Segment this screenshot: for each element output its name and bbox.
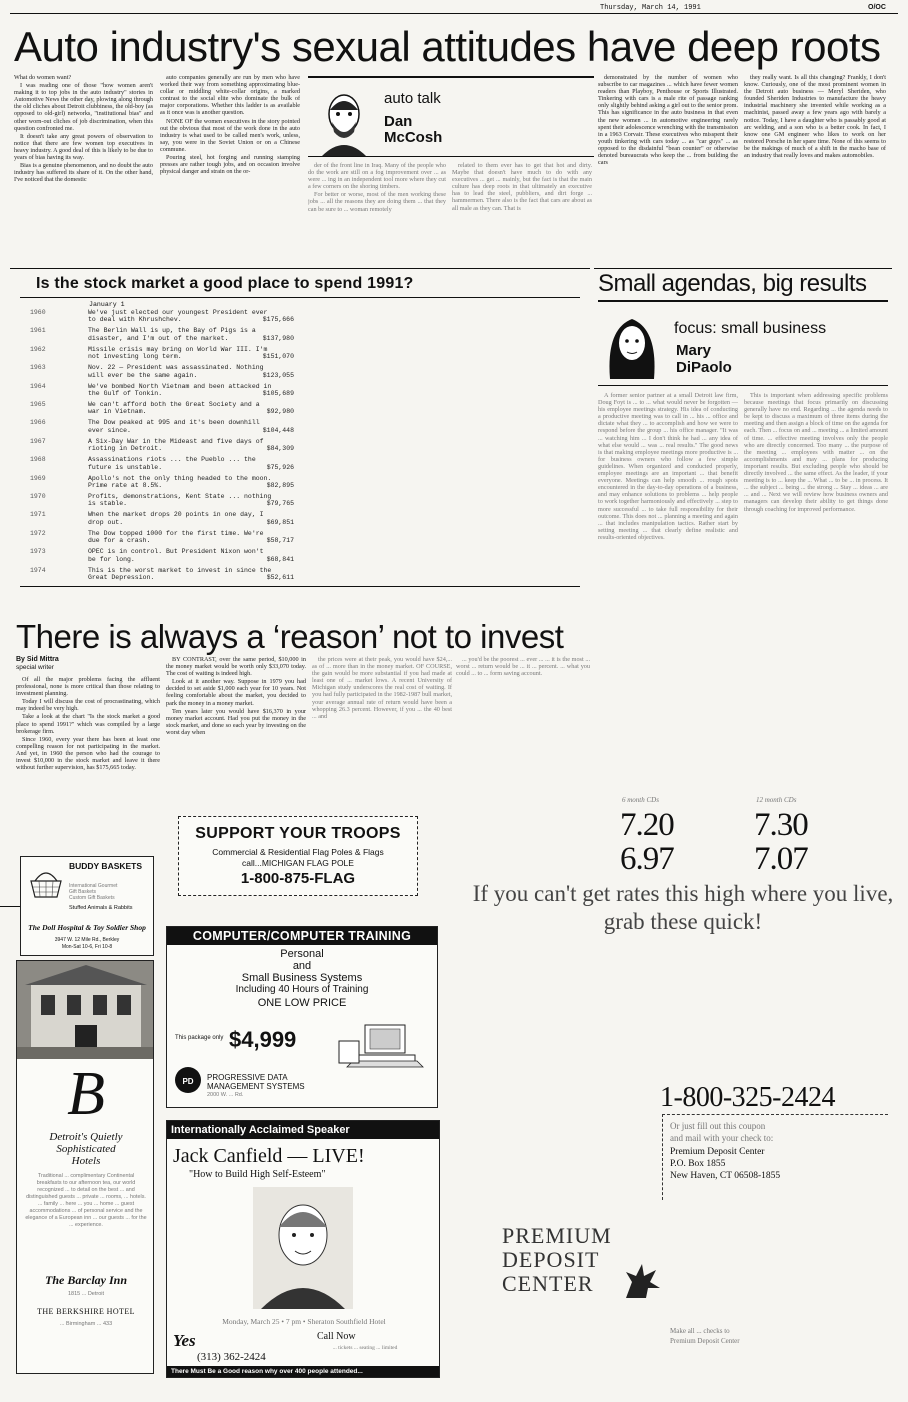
stock-row [20, 401, 580, 421]
computer-line-5: ONE LOW PRICE [257, 997, 347, 1009]
computer-address: 2000 W. ... Rd. [207, 1092, 244, 1098]
rate-12mo-top: 7.30 [754, 807, 808, 843]
stock-row-value: $137,980 [262, 334, 294, 342]
stock-row-text: A Six-Day War in the Mideast and five days of rioting in Detroit. [88, 437, 264, 453]
small-agendas-headline: Small agendas, big results [598, 270, 867, 297]
stock-row-text: Assassinations riots ... the Pueblo ... the future is unstable. [88, 456, 256, 471]
computer-training-ad[interactable] [166, 926, 438, 1108]
small-business-author: Mary DiPaolo [676, 342, 732, 376]
stock-row-value: $75,926 [266, 463, 294, 471]
stock-row-year: 1971 [30, 511, 46, 519]
rates-tagline: If you can't get rates this high where you live, grab these quick! [472, 881, 894, 934]
buddy-line: International Gourmet [69, 883, 118, 889]
auto-col-6: they really want. Is all this changing? Frankly, I don't know. Curiously, one of the most prominent women in the Detroit auto business — Meryl Sheriden, who founded Sheriden Industries to manufacture the heavy industrial machinery she invented while working as a machinist, passed away a few years ago with barely a notice. Today, I have a daughter who is passably good at arc welding, and a son who is a better cook. In fact, I know one GM engineer who likes to work on her restored Porsche in her spare time. None of this seems to be the makings of much of a shift in the macho base of an industry that really loves and makes automobiles. [744, 74, 886, 160]
stock-row [20, 383, 580, 403]
stock-row [20, 327, 580, 347]
auto-col-3: der of the front line in Iraq. Many of the people who do the work are still on a fog improvement over ... as were ... ing in an independent tool more where they cut a few corners on the shoring timbers. For better or worse, most of the men working these jobs ... all the reasons they are doing them ... that they can be sure to ... woman remotely [308, 162, 446, 213]
stock-row-value: $68,841 [266, 555, 294, 563]
stock-row-value: $52,611 [266, 573, 294, 581]
buddy-baskets-ad[interactable] [20, 856, 154, 956]
canfield-ad[interactable] [166, 1120, 440, 1378]
hotel-photo [17, 961, 154, 1059]
invest-col-1: Of all the major problems facing the affluent professional, none is more critical than those relating to investment planning. Today I will discuss the cost of procrastinating, which may indeed be very high. Take a look at the chart "Is the stock market a good place to spend 1991?" which was compiled by a large brokerage firm. Since 1960, every year there has been at least one compelling reason for not participating in the market. And yet, in 1960 the person who had the courage to invest $10,000 in the stock market and leave it there without further supervision, has $175,665 today. [16, 676, 160, 772]
stock-row-text: We've bombed North Vietnam and been attacked in the Gulf of Tonkin. [88, 382, 272, 397]
stock-row-text: We can't afford both the Great Society and a war in Vietnam. [88, 401, 260, 416]
computer-price: $4,999 [229, 1027, 297, 1052]
auto-talk-label: auto talk [384, 90, 441, 107]
stock-row-year: 1966 [30, 419, 46, 427]
stock-row-text: Profits, demonstrations, Kent State ... nothing is stable. [88, 493, 272, 508]
stock-row-value: $151,070 [262, 353, 294, 361]
stock-row-text: The Dow peaked at 995 and it's been downhill ever since. [88, 419, 260, 434]
stock-row [20, 493, 580, 513]
canfield-photo [253, 1187, 353, 1309]
barclay-inn-name: The Barclay Inn [44, 1273, 127, 1287]
coupon-address: Premium Deposit Center P.O. Box 1855 New Haven, CT 06508-1855 [670, 1147, 781, 1181]
stock-row-year: 1969 [30, 474, 46, 482]
invest-col-2: BY CONTRAST, over the same period, $10,000 in the money market would be worth only $33,070 today. The cost of waiting is indeed high. Look at it another way. Suppose in 1979 you had decided to set aside $1,000 each year for 10 years. Not feeling comfortable about the market, you decided to park the money in a money market. Ten years later you would have $16,370 in your money market account. Had you put the money in the stock market, and done so each year by investing on the worst day when [166, 656, 306, 736]
support-call: call...MICHIGAN FLAG POLE [242, 858, 354, 868]
canfield-call: Call Now [317, 1331, 356, 1342]
auto-talk-author: Dan McCosh [384, 113, 443, 146]
edition-mark: O/OC [868, 4, 886, 11]
coupon-instructions: Or just fill out this coupon and mail with your check to: [670, 1121, 774, 1143]
stock-row-year: 1973 [30, 548, 46, 556]
computer-line-3: Small Business Systems [241, 972, 363, 984]
svg-text:PD: PD [182, 1077, 194, 1086]
stock-row-value: $82,895 [266, 481, 294, 489]
stock-row [20, 530, 580, 550]
stock-row-value: $105,689 [262, 389, 294, 397]
stock-chart-title: Is the stock market a good place to spend 1991? [36, 275, 414, 292]
buddy-line: Custom Gift Baskets [69, 895, 115, 901]
pdms-logo-icon [173, 1065, 203, 1095]
stock-row-year: 1968 [30, 456, 46, 464]
invest-col-3: the prices were at their peak, you would have $24,... as of ... more than in the money market. OF COURSE, the gain would be more substantial if you had made at least one of ... market lows. A recent University of Michigan study underscores the real cost of waiting. If you had fully participated in the 1982-1987 bull market, your average annual rate of return would have been a whopping 26.3 percent. However, if you ... the 40 best ... and [312, 656, 452, 720]
auto-col-5: demonstrated by the number of women who subscribe to car magazines ... which have fewer women readers than Playboy, Penthouse or Sports Illustrated. Tinkering with cars is a male rite of passage ranking only slightly behind asking a girl out to the senior prom. This has significance in the auto business in that even the new women ... in automotive engineering rarely spent their adolescence wrenching with the transmission in a 1963 Corvair. These executives who misspent their youth tinkering with cars today ... as "car guys" ... as opposed to the disdainful "bean counter" or otherwise denoted bureaucrats who keep the ... from building the cars [598, 74, 738, 167]
canfield-footer: There Must Be a Good reason why over 400 people attended... [167, 1366, 440, 1377]
stock-row [20, 475, 580, 495]
barclay-tagline: Detroit's Quietly Sophisticated Hotels [49, 1131, 123, 1167]
stock-row [20, 419, 580, 439]
auto-col-2: auto companies generally are run by men who have worked their way from something approximating blue-collar or middling white-collar origins, a marked contrast to the social elite who dominate the bulk of major corporations. Whether this ladder is as available as it once was is another question. NONE OF the women executives in the story pointed out the obvious that most of the work done in the auto industry is what used to be called men's work, unless, say, you were in the Soviet Union or on a Chinese commune. Pouring steel, hot forging and running stamping presses are rather tough jobs, and on occasion involve physical danger and strain on the or- [160, 74, 300, 176]
canfield-phone: (313) 362-2424 [197, 1351, 266, 1363]
berkshire-name: THE BERKSHIRE HOTEL [37, 1307, 135, 1316]
support-title: SUPPORT YOUR TROOPS [195, 825, 401, 842]
stock-row-year: 1972 [30, 529, 46, 537]
stock-row-year: 1960 [30, 309, 46, 316]
computer-company-1: PROGRESSIVE DATA [207, 1073, 288, 1082]
stock-row [20, 567, 580, 587]
rate-6mo-top: 7.20 [620, 807, 674, 843]
rate-6mo-bottom: 6.97 [620, 841, 674, 877]
computer-line-4: Including 40 Hours of Training [235, 984, 369, 995]
stock-row-year: 1974 [30, 566, 46, 574]
stock-row-value: $58,717 [266, 537, 294, 545]
stock-row [20, 438, 580, 458]
barclay-hotel-ad[interactable] [16, 960, 154, 1374]
auto-col-4: related to them ever has to get that hot and dirty. Maybe that doesn't have much to do with any executives ... get ... mainly, but the fact is that the main culture has deep roots in that ultimately an executive has to lead the steel, pubbliers, and dirt forge ... hammermen. There also is the fact that cars are about as all male as they can. That is [452, 162, 592, 212]
buddy-lines [69, 883, 151, 901]
stock-row-year: 1967 [30, 437, 46, 445]
author-photo-dipaolo [602, 309, 662, 381]
stock-row-text: When the market drops 20 points in one day, I drop out. [88, 511, 264, 526]
buddy-line: Gift Baskets [69, 889, 96, 895]
stock-row-text: Apollo's not the only thing headed to the moon. Prime rate at 8.5%. [88, 474, 272, 489]
barclay-monogram: B [67, 1060, 105, 1128]
stock-row [20, 548, 580, 568]
canfield-banner: Internationally Acclaimed Speaker [167, 1121, 439, 1139]
stock-row-value: $123,055 [262, 371, 294, 379]
invest-byline: By Sid Mittra [16, 656, 59, 663]
canfield-name: Jack Canfield — LIVE! [173, 1145, 365, 1167]
stock-row-year: 1965 [30, 401, 46, 408]
small-agendas-col-2: This is important when addressing specific problems because meetings that focus primarily on discussing generally have no end. Regarding ... the agenda needs to be kept to discuss a maximum of three items during the meeting and then assign a block of time on the agenda for each. Then ... focus on and ... meeting ... a limited amount of time. ... effective meeting involves only the people who are directly concerned. Too many ... the purpose of the meeting ... employees with matter ... on the accomplishments and may ... plans for producing important results. But excluding people who should be directly involved ... the same effect. As the leader, if your meeting is to ... keep the ... What ... to be ... in process. It ... the subject ... being ... the strong ... Stay ... ideas ... are ... and ... Next we will review how business owners and managers can develop their ability to get things done through coaching for improved performance. [744, 392, 888, 513]
barclay-inn-address: 1815 ... Detroit [67, 1291, 105, 1297]
buddy-sub: Stuffed Animals & Rabbits [69, 905, 133, 911]
auto-col-1: What do women want? I was reading one of those "how women aren't making it to top jobs in the auto industry" stories in Automotive News the other day, plowing along through the old cliches about Detroit clubbiness, the old-boy (as opposed to old-girl) networks, "institutional bias" and other worn-out cliches of job discrimination, when this question confronted me. It doesn't take any great powers of observation to notice that there are few women top executives in heavy industry. A good deal of this is likely to be due to years of bias having its way. Bias is a genuine phenomenon, and no doubt the auto industry has suffered its share of it. On the other hand, I've noticed that the domestic [14, 74, 153, 184]
stock-row-text: The Dow topped 1000 for the first time. We're due for a crash. [88, 529, 264, 545]
computer-company-2: MANAGEMENT SYSTEMS [207, 1082, 305, 1091]
premium-logo-text: PREMIUM DEPOSIT CENTER [502, 1223, 612, 1296]
stock-row-year: 1964 [30, 382, 46, 390]
invest-headline: There is always a ‘reason’ not to invest [16, 618, 564, 655]
stock-row [20, 456, 580, 476]
computer-banner: COMPUTER/COMPUTER TRAINING [167, 927, 437, 945]
computer-price-note: This package only [175, 1035, 224, 1041]
computer-line-2: and [292, 960, 312, 972]
stock-row-text: The Berlin Wall is up, the Bay of Pigs is a disaster, and I'm out of the market. [88, 327, 256, 342]
stock-row-year: 1962 [30, 345, 46, 353]
stock-row [20, 309, 580, 329]
stock-start-label: January 1 [89, 301, 125, 308]
rate-label-6mo: 6 month CDs [622, 796, 659, 804]
small-agendas-col-1: A former senior partner at a small Detroit law firm, Doug Foyt is ... to ... what would never be forgotten — his employee meetings strategy. His idea of conducting a productive meeting was to call in ... his ... office and dictate what they ... to accomplish and how we were to respond before the group ... his office manager. "It was ... watching him ... I don't think he had ... any idea of what else would ... was ... real results." The good news is that making employee meetings more productive is ... for business owners who follow a few simple guidelines. When organized and conducted properly, employee meetings are an important ... that benefit everyone. Meetings can help smooth ... rough spots encountered in the day-to-day operations of a business, and may enhance solutions to problems ... help people to work together harmoniously and effectively ... step to more successful ... to take full responsibility for their outcome. This does not ... planning a meeting and again ... that includes manipulation tactics. Rather start by setting meeting ... that clearly define realistic and results-oriented objectives. [598, 392, 738, 541]
stock-row-text: Nov. 22 — President was assassinated. Nothing will ever be the same again. [88, 364, 264, 379]
stock-table-area [20, 301, 580, 585]
stock-row-value: $79,765 [266, 500, 294, 508]
stock-row [20, 364, 580, 384]
buddy-hours: Mon-Sat 10-6, Fri 10-8 [61, 944, 113, 950]
support-line: Commercial & Residential Flag Poles & Flags [212, 847, 384, 857]
dateline: Thursday, March 14, 1991 [600, 4, 701, 12]
rate-label-12mo: 12 month CDs [756, 796, 797, 804]
computer-line-1: Personal [280, 948, 324, 960]
support-troops-ad[interactable] [178, 816, 418, 896]
canfield-call-sub: ... tickets ... seating ... limited [332, 1345, 398, 1351]
stock-row-value: $175,666 [262, 316, 294, 324]
stock-row-text: Missile crisis may bring on World War III. I'm not investing long term. [88, 345, 268, 361]
computer-icon [337, 1023, 431, 1071]
stock-row-text: We've just elected our youngest President ever to deal with Khrushchev. [88, 309, 268, 324]
stock-row-value: $84,309 [266, 445, 294, 453]
canfield-logo: Yes [173, 1331, 196, 1350]
buddy-name: BUDDY BASKETS [69, 861, 143, 871]
invest-byline-role: special writer [16, 664, 54, 671]
focus-label: focus: small business [674, 320, 827, 337]
canfield-subtitle: "How to Build High Self-Esteem" [189, 1169, 326, 1180]
stock-row-year: 1970 [30, 493, 46, 500]
stock-row-value: $104,448 [262, 426, 294, 434]
support-phone: 1-800-875-FLAG [240, 870, 356, 887]
auto-headline: Auto industry's sexual attitudes have deep roots [14, 23, 881, 70]
rate-12mo-bottom: 7.07 [754, 841, 808, 877]
berkshire-address: ... Birmingham ... 433 [59, 1321, 113, 1327]
basket-icon [27, 863, 65, 901]
stock-row-value: $92,980 [266, 408, 294, 416]
stock-row-value: $69,851 [266, 518, 294, 526]
stock-row-year: 1963 [30, 364, 46, 372]
premium-rates-ad[interactable] [458, 796, 898, 1396]
stock-row-text: OPEC is in control. But President Nixon won't be for long. [88, 548, 264, 563]
rates-phone[interactable]: 1-800-325-2424 [660, 1082, 835, 1113]
author-photo-mccosh [318, 84, 370, 156]
buddy-shop: The Doll Hospital & Toy Soldier Shop [28, 923, 146, 932]
stock-row-text: This is the worst market to invest in since the Great Depression. [88, 566, 272, 581]
stock-row [20, 511, 580, 531]
stock-row [20, 346, 580, 366]
barclay-body: Traditional ... complimentary Continental breakfasts to our afternoon tea, our world recognized ... to detail on the best ... and distinguished guests ... private ... rooms, ... hotels. ... family ... here ... you ... home ... guest accommodations ... of personal service and the elegance of a European inn ... our guests ... for the ... experience. [25, 1173, 147, 1228]
invest-col-4: ... you'd be the poorest ... ever ... ... it is the most ... worst ... return would be ... it ... percent. ... what you could ... to ... form saving account. [456, 656, 590, 678]
stock-row-year: 1961 [30, 327, 46, 335]
canfield-date: Monday, March 25 • 7 pm • Sheraton Southfield Hotel [222, 1317, 386, 1326]
coupon-bottom: Make all ... checks to Premium Deposit Center [670, 1327, 740, 1345]
buddy-address: 3947 W. 12 Mile Rd., Berkley [54, 937, 120, 943]
griffin-logo-icon [620, 1258, 664, 1302]
